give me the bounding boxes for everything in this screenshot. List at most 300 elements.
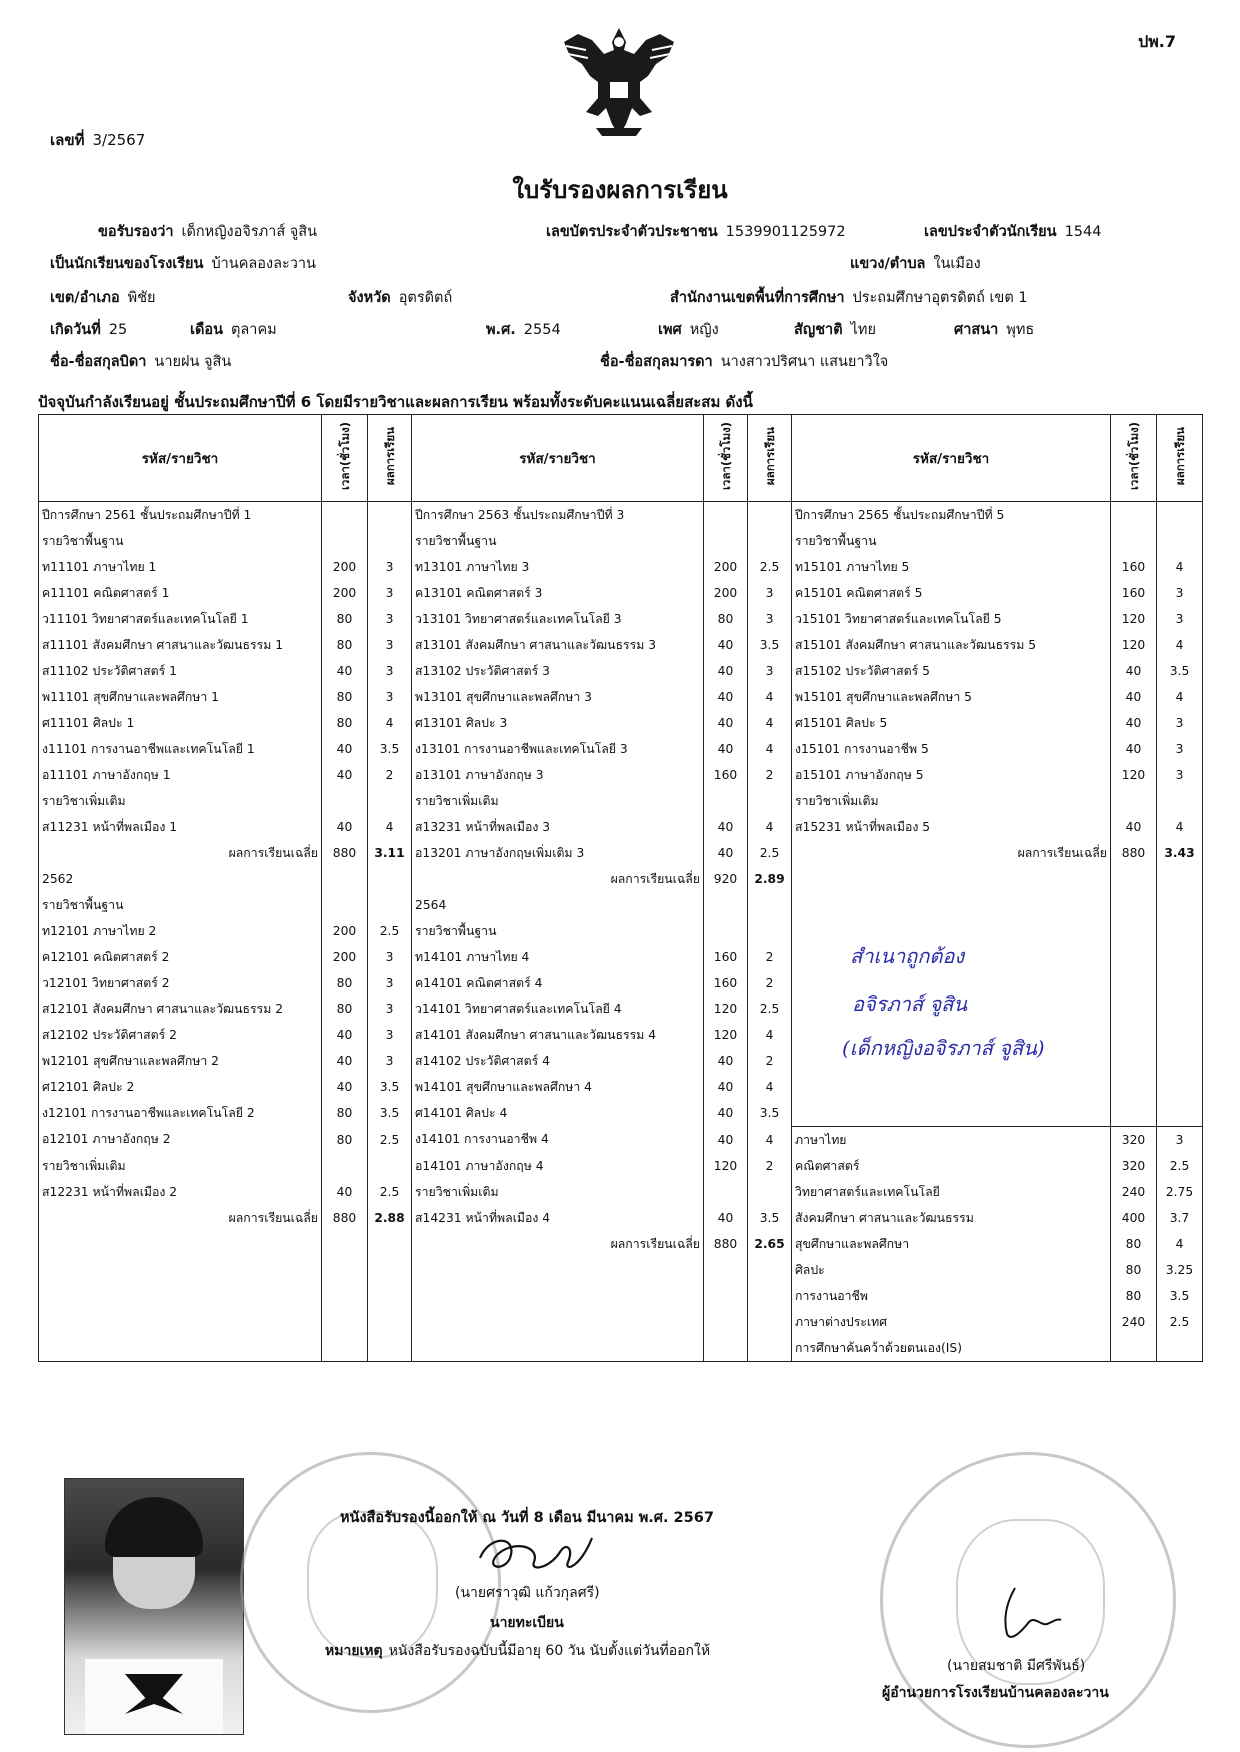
hours-cell bbox=[322, 1309, 368, 1335]
grade-cell: 3.5 bbox=[748, 1205, 792, 1231]
subject-cell: ปีการศึกษา 2565 ชั้นประถมศึกษาปีที่ 5 bbox=[792, 502, 1111, 529]
subject-cell: ศ14101 ศิลปะ 4 bbox=[412, 1100, 704, 1127]
grade-cell: 4 bbox=[1157, 1231, 1203, 1257]
validity-note: หมายเหตุ หนังสือรับรองฉบับนี้มีอายุ 60 วัน นับตั้งแต่วันที่ออกให้ bbox=[325, 1643, 711, 1659]
hours-cell: 80 bbox=[322, 970, 368, 996]
grade-cell: 2.5 bbox=[1157, 1309, 1203, 1335]
grade-cell bbox=[748, 502, 792, 529]
table-row bbox=[39, 528, 1203, 554]
handwritten-certified-copy: สำเนาถูกต้อง bbox=[850, 944, 965, 968]
hours-cell: 160 bbox=[704, 944, 748, 970]
subject-cell bbox=[39, 1309, 322, 1335]
grade-cell: 4 bbox=[748, 684, 792, 710]
table-row bbox=[39, 1074, 1203, 1100]
hours-cell bbox=[704, 918, 748, 944]
grade-cell: 2.75 bbox=[1157, 1179, 1203, 1205]
grade-cell bbox=[368, 1335, 412, 1362]
hours-cell: 40 bbox=[704, 658, 748, 684]
table-row bbox=[39, 1335, 1203, 1362]
grade-cell bbox=[1157, 528, 1203, 554]
hours-cell: 40 bbox=[322, 736, 368, 762]
subject-cell: อ14101 ภาษาอังกฤษ 4 bbox=[412, 1153, 704, 1179]
grade-cell: 3 bbox=[368, 580, 412, 606]
grade-cell: 3 bbox=[368, 606, 412, 632]
hours-cell: 880 bbox=[1111, 840, 1157, 866]
header-grade-1: ผลการเรียน bbox=[368, 415, 412, 502]
hours-cell bbox=[322, 866, 368, 892]
grade-cell: 3 bbox=[368, 1048, 412, 1074]
table-row bbox=[39, 1100, 1203, 1127]
hours-cell: 80 bbox=[1111, 1231, 1157, 1257]
hours-cell: 40 bbox=[704, 1100, 748, 1127]
table-row bbox=[39, 502, 1203, 529]
grade-cell: 3.11 bbox=[368, 840, 412, 866]
subject-cell: ว15101 วิทยาศาสตร์และเทคโนโลยี 5 bbox=[792, 606, 1111, 632]
grade-cell: 3 bbox=[368, 684, 412, 710]
subject-cell: ท14101 ภาษาไทย 4 bbox=[412, 944, 704, 970]
table-row bbox=[39, 944, 1203, 970]
subject-cell: ภาษาไทย bbox=[792, 1127, 1111, 1154]
subject-cell: อ13201 ภาษาอังกฤษเพิ่มเติม 3 bbox=[412, 840, 704, 866]
subject-cell: การงานอาชีพ bbox=[792, 1283, 1111, 1309]
subject-cell: รายวิชาพื้นฐาน bbox=[412, 528, 704, 554]
grade-cell bbox=[748, 1283, 792, 1309]
director-name: (นายสมชาติ มีศรีพันธ์) bbox=[947, 1658, 1086, 1674]
subject-cell: ส12231 หน้าที่พลเมือง 2 bbox=[39, 1179, 322, 1205]
subject-cell: รายวิชาเพิ่มเติม bbox=[39, 788, 322, 814]
hours-cell bbox=[322, 1231, 368, 1257]
grade-cell bbox=[368, 892, 412, 918]
subject-cell: ศิลปะ bbox=[792, 1257, 1111, 1283]
grade-cell: 3.25 bbox=[1157, 1257, 1203, 1283]
header-hours-2: เวลา(ชั่วโมง) bbox=[704, 415, 748, 502]
hours-cell bbox=[322, 1335, 368, 1362]
hours-cell bbox=[322, 892, 368, 918]
hours-cell: 120 bbox=[704, 1153, 748, 1179]
hours-cell: 40 bbox=[704, 840, 748, 866]
grade-cell bbox=[368, 788, 412, 814]
grade-cell bbox=[748, 1335, 792, 1362]
grade-cell: 3 bbox=[368, 970, 412, 996]
subject-cell: รายวิชาพื้นฐาน bbox=[39, 892, 322, 918]
subject-cell: ภาษาต่างประเทศ bbox=[792, 1309, 1111, 1335]
subject-cell: รายวิชาเพิ่มเติม bbox=[412, 788, 704, 814]
grade-cell: 2.89 bbox=[748, 866, 792, 892]
hours-cell bbox=[704, 1283, 748, 1309]
hours-cell: 40 bbox=[1111, 710, 1157, 736]
table-row bbox=[39, 1127, 1203, 1154]
hours-cell bbox=[704, 1179, 748, 1205]
grade-cell bbox=[1157, 1335, 1203, 1362]
subject-cell: ปีการศึกษา 2563 ชั้นประถมศึกษาปีที่ 3 bbox=[412, 502, 704, 529]
header-subject-3: รหัส/รายวิชา bbox=[792, 415, 1111, 502]
hours-cell: 880 bbox=[322, 840, 368, 866]
table-row bbox=[39, 892, 1203, 918]
hours-cell bbox=[1111, 944, 1157, 970]
header-grade-3: ผลการเรียน bbox=[1157, 415, 1203, 502]
subject-cell: ว12101 วิทยาศาสตร์ 2 bbox=[39, 970, 322, 996]
grade-cell: 2.65 bbox=[748, 1231, 792, 1257]
student-no-row: เลขประจำตัวนักเรียน 1544 bbox=[924, 224, 1102, 240]
subject-cell: ผลการเรียนเฉลี่ย bbox=[792, 840, 1111, 866]
grade-cell: 2.88 bbox=[368, 1205, 412, 1231]
hours-cell: 80 bbox=[322, 710, 368, 736]
subject-cell bbox=[39, 1257, 322, 1283]
table-row bbox=[39, 1283, 1203, 1309]
table-row bbox=[39, 918, 1203, 944]
subject-cell bbox=[792, 1100, 1111, 1127]
header-subject-2: รหัส/รายวิชา bbox=[412, 415, 704, 502]
subject-cell: ผลการเรียนเฉลี่ย bbox=[39, 840, 322, 866]
subject-cell: พ12101 สุขศึกษาและพลศึกษา 2 bbox=[39, 1048, 322, 1074]
grade-cell: 3 bbox=[368, 1022, 412, 1048]
hours-cell: 80 bbox=[322, 1100, 368, 1127]
grade-cell bbox=[748, 1257, 792, 1283]
subject-cell: ค12101 คณิตศาสตร์ 2 bbox=[39, 944, 322, 970]
subject-cell bbox=[412, 1335, 704, 1362]
grade-cell: 2 bbox=[368, 762, 412, 788]
subject-cell: ผลการเรียนเฉลี่ย bbox=[412, 1231, 704, 1257]
subject-cell: ส14231 หน้าที่พลเมือง 4 bbox=[412, 1205, 704, 1231]
subject-cell: พ14101 สุขศึกษาและพลศึกษา 4 bbox=[412, 1074, 704, 1100]
hours-cell bbox=[704, 1309, 748, 1335]
hours-cell: 40 bbox=[322, 658, 368, 684]
hours-cell: 120 bbox=[1111, 632, 1157, 658]
subject-cell: รายวิชาพื้นฐาน bbox=[792, 528, 1111, 554]
hours-cell: 80 bbox=[322, 632, 368, 658]
subject-cell: ส11102 ประวัติศาสตร์ 1 bbox=[39, 658, 322, 684]
grade-cell: 2.5 bbox=[748, 996, 792, 1022]
birth-month-row: เดือน ตุลาคม bbox=[190, 322, 277, 338]
grade-cell: 4 bbox=[1157, 814, 1203, 840]
table-row bbox=[39, 554, 1203, 580]
hours-cell: 400 bbox=[1111, 1205, 1157, 1231]
grade-cell: 3.5 bbox=[368, 1074, 412, 1100]
grade-cell: 3.5 bbox=[1157, 1283, 1203, 1309]
subject-cell: รายวิชาพื้นฐาน bbox=[39, 528, 322, 554]
grade-cell bbox=[1157, 1074, 1203, 1100]
table-row bbox=[39, 606, 1203, 632]
hours-cell: 160 bbox=[1111, 580, 1157, 606]
subject-cell: ส14102 ประวัติศาสตร์ 4 bbox=[412, 1048, 704, 1074]
subject-cell: ผลการเรียนเฉลี่ย bbox=[412, 866, 704, 892]
grade-cell: 3 bbox=[368, 944, 412, 970]
hours-cell: 320 bbox=[1111, 1153, 1157, 1179]
grade-cell: 3 bbox=[1157, 606, 1203, 632]
hours-cell bbox=[1111, 1335, 1157, 1362]
grade-cell: 2 bbox=[748, 762, 792, 788]
hours-cell bbox=[322, 1283, 368, 1309]
subject-cell: ง12101 การงานอาชีพและเทคโนโลยี 2 bbox=[39, 1100, 322, 1127]
subject-cell: ค14101 คณิตศาสตร์ 4 bbox=[412, 970, 704, 996]
hours-cell: 40 bbox=[322, 762, 368, 788]
hours-cell: 80 bbox=[322, 996, 368, 1022]
table-row bbox=[39, 1153, 1203, 1179]
hours-cell: 120 bbox=[704, 1022, 748, 1048]
grade-cell: 2.5 bbox=[368, 1127, 412, 1154]
document-title: ใบรับรองผลการเรียน bbox=[512, 176, 728, 204]
id-card-row: เลขบัตรประจำตัวประชาชน 1539901125972 bbox=[546, 224, 846, 240]
hours-cell: 80 bbox=[322, 1127, 368, 1154]
subject-cell: 2562 bbox=[39, 866, 322, 892]
hours-cell: 200 bbox=[322, 554, 368, 580]
hours-cell bbox=[704, 502, 748, 529]
hours-cell: 160 bbox=[704, 970, 748, 996]
school-row: เป็นนักเรียนของโรงเรียน บ้านคลองละวาน bbox=[50, 256, 316, 272]
grade-cell bbox=[748, 1179, 792, 1205]
hours-cell: 160 bbox=[704, 762, 748, 788]
table-row bbox=[39, 1231, 1203, 1257]
subject-cell: รายวิชาพื้นฐาน bbox=[412, 918, 704, 944]
grade-cell: 3 bbox=[1157, 580, 1203, 606]
subject-cell: ส15231 หน้าที่พลเมือง 5 bbox=[792, 814, 1111, 840]
hours-cell: 200 bbox=[322, 918, 368, 944]
hours-cell bbox=[322, 1257, 368, 1283]
subject-cell: ส11101 สังคมศึกษา ศาสนาและวัฒนธรรม 1 bbox=[39, 632, 322, 658]
table-row bbox=[39, 866, 1203, 892]
table-row bbox=[39, 580, 1203, 606]
hours-cell bbox=[1111, 1100, 1157, 1127]
grade-cell: 3 bbox=[1157, 762, 1203, 788]
subject-cell: รายวิชาเพิ่มเติม bbox=[412, 1179, 704, 1205]
table-row bbox=[39, 710, 1203, 736]
hours-cell bbox=[1111, 528, 1157, 554]
hours-cell: 200 bbox=[704, 580, 748, 606]
grade-cell bbox=[748, 1309, 792, 1335]
grade-cell: 2.5 bbox=[748, 840, 792, 866]
subject-cell bbox=[792, 866, 1111, 892]
grade-cell: 2.5 bbox=[748, 554, 792, 580]
grade-cell bbox=[368, 1283, 412, 1309]
hours-cell: 40 bbox=[322, 814, 368, 840]
grade-cell bbox=[368, 866, 412, 892]
document-number: เลขที่ 3/2567 bbox=[50, 131, 146, 149]
hours-cell: 240 bbox=[1111, 1179, 1157, 1205]
hours-cell: 920 bbox=[704, 866, 748, 892]
grade-cell: 2.5 bbox=[1157, 1153, 1203, 1179]
hours-cell: 80 bbox=[1111, 1283, 1157, 1309]
grade-cell: 4 bbox=[368, 710, 412, 736]
hours-cell bbox=[322, 528, 368, 554]
grade-cell: 2 bbox=[748, 1153, 792, 1179]
religion-row: ศาสนา พุทธ bbox=[954, 322, 1035, 338]
grade-cell: 2.5 bbox=[368, 1179, 412, 1205]
grade-cell: 2 bbox=[748, 970, 792, 996]
director-title: ผู้อำนวยการโรงเรียนบ้านคลองละวาน bbox=[882, 1685, 1109, 1701]
registrar-signature bbox=[470, 1528, 600, 1582]
hours-cell: 80 bbox=[322, 606, 368, 632]
grade-cell: 4 bbox=[748, 710, 792, 736]
grade-cell: 3 bbox=[748, 658, 792, 684]
subject-cell: การศึกษาค้นคว้าด้วยตนเอง(IS) bbox=[792, 1335, 1111, 1362]
subject-cell: ท12101 ภาษาไทย 2 bbox=[39, 918, 322, 944]
hours-cell: 40 bbox=[704, 1048, 748, 1074]
issue-date-statement: หนังสือรับรองนี้ออกให้ ณ วันที่ 8 เดือน มีนาคม พ.ศ. 2567 bbox=[340, 1510, 714, 1526]
grade-cell bbox=[1157, 866, 1203, 892]
subdistrict-row: แขวง/ตำบล ในเมือง bbox=[850, 256, 981, 272]
subject-cell: ส15101 สังคมศึกษา ศาสนาและวัฒนธรรม 5 bbox=[792, 632, 1111, 658]
grade-cell: 4 bbox=[1157, 632, 1203, 658]
hours-cell: 40 bbox=[704, 632, 748, 658]
garuda-emblem bbox=[556, 20, 682, 142]
subject-cell: ศ15101 ศิลปะ 5 bbox=[792, 710, 1111, 736]
grade-cell: 4 bbox=[748, 1022, 792, 1048]
grade-cell: 3 bbox=[368, 632, 412, 658]
grade-cell bbox=[1157, 1048, 1203, 1074]
subject-cell: ส14101 สังคมศึกษา ศาสนาและวัฒนธรรม 4 bbox=[412, 1022, 704, 1048]
hours-cell: 40 bbox=[1111, 814, 1157, 840]
hours-cell: 40 bbox=[1111, 658, 1157, 684]
subject-cell: พ11101 สุขศึกษาและพลศึกษา 1 bbox=[39, 684, 322, 710]
subject-cell: ว14101 วิทยาศาสตร์และเทคโนโลยี 4 bbox=[412, 996, 704, 1022]
hours-cell bbox=[322, 1153, 368, 1179]
table-header-row bbox=[39, 415, 1203, 502]
grade-cell: 3.5 bbox=[368, 736, 412, 762]
subject-cell: ศ13101 ศิลปะ 3 bbox=[412, 710, 704, 736]
grades-table bbox=[38, 414, 1203, 1362]
hours-cell bbox=[704, 1335, 748, 1362]
subject-cell: ค13101 คณิตศาสตร์ 3 bbox=[412, 580, 704, 606]
birth-day-row: เกิดวันที่ 25 bbox=[50, 322, 128, 338]
subject-cell bbox=[39, 1335, 322, 1362]
grade-cell: 4 bbox=[368, 814, 412, 840]
grade-cell bbox=[1157, 944, 1203, 970]
intro-statement: ปัจจุบันกำลังเรียนอยู่ ชั้นประถมศึกษาปีที่ 6 โดยมีรายวิชาและผลการเรียน พร้อมทั้งระดับคะแนนเฉลี่ยสะสม ดังนี้ bbox=[38, 393, 753, 411]
subject-cell: ว13101 วิทยาศาสตร์และเทคโนโลยี 3 bbox=[412, 606, 704, 632]
subject-cell: พ15101 สุขศึกษาและพลศึกษา 5 bbox=[792, 684, 1111, 710]
grade-cell: 2 bbox=[748, 944, 792, 970]
subject-cell: รายวิชาเพิ่มเติม bbox=[39, 1153, 322, 1179]
hours-cell bbox=[322, 788, 368, 814]
subject-cell: 2564 bbox=[412, 892, 704, 918]
grade-cell: 3 bbox=[748, 580, 792, 606]
grade-cell: 2.5 bbox=[368, 918, 412, 944]
grade-cell bbox=[748, 788, 792, 814]
hours-cell: 40 bbox=[704, 814, 748, 840]
header-hours-3: เวลา(ชั่วโมง) bbox=[1111, 415, 1157, 502]
mother-row: ชื่อ-ชื่อสกุลมารดา นางสาวปริศนา แสนยาวิใจ bbox=[600, 354, 889, 370]
hours-cell: 200 bbox=[704, 554, 748, 580]
grade-cell: 3 bbox=[1157, 736, 1203, 762]
hours-cell: 40 bbox=[704, 684, 748, 710]
hours-cell: 80 bbox=[704, 606, 748, 632]
table-row bbox=[39, 632, 1203, 658]
hours-cell: 80 bbox=[1111, 1257, 1157, 1283]
subject-cell: อ13101 ภาษาอังกฤษ 3 bbox=[412, 762, 704, 788]
grade-cell: 4 bbox=[1157, 554, 1203, 580]
hours-cell bbox=[704, 892, 748, 918]
table-row bbox=[39, 788, 1203, 814]
hours-cell bbox=[704, 1257, 748, 1283]
grade-cell bbox=[1157, 918, 1203, 944]
handwritten-full-name: (เด็กหญิงอจิรภาส์ จูสิน) bbox=[842, 1036, 1045, 1060]
grade-cell: 3 bbox=[1157, 710, 1203, 736]
subject-cell: รายวิชาเพิ่มเติม bbox=[792, 788, 1111, 814]
subject-cell: สังคมศึกษา ศาสนาและวัฒนธรรม bbox=[792, 1205, 1111, 1231]
hours-cell: 40 bbox=[704, 1074, 748, 1100]
grade-cell bbox=[368, 1153, 412, 1179]
subject-cell: อ11101 ภาษาอังกฤษ 1 bbox=[39, 762, 322, 788]
table-row bbox=[39, 736, 1203, 762]
subject-cell: ท13101 ภาษาไทย 3 bbox=[412, 554, 704, 580]
grade-cell: 3 bbox=[368, 658, 412, 684]
hours-cell bbox=[322, 502, 368, 529]
subject-cell: อ15101 ภาษาอังกฤษ 5 bbox=[792, 762, 1111, 788]
birth-year-row: พ.ศ. 2554 bbox=[486, 322, 561, 338]
grade-cell: 3.7 bbox=[1157, 1205, 1203, 1231]
subject-cell: ส13101 สังคมศึกษา ศาสนาและวัฒนธรรม 3 bbox=[412, 632, 704, 658]
hours-cell: 40 bbox=[704, 736, 748, 762]
grade-cell: 4 bbox=[1157, 684, 1203, 710]
table-row bbox=[39, 1179, 1203, 1205]
hours-cell: 200 bbox=[322, 944, 368, 970]
subject-cell bbox=[39, 1283, 322, 1309]
hours-cell: 120 bbox=[1111, 762, 1157, 788]
table-row bbox=[39, 840, 1203, 866]
grade-cell: 3 bbox=[368, 554, 412, 580]
hours-cell: 120 bbox=[704, 996, 748, 1022]
grade-cell: 3.5 bbox=[748, 1100, 792, 1127]
subject-cell: ง14101 การงานอาชีพ 4 bbox=[412, 1127, 704, 1154]
header-subject-1: รหัส/รายวิชา bbox=[39, 415, 322, 502]
hours-cell: 40 bbox=[1111, 684, 1157, 710]
subject-cell bbox=[412, 1283, 704, 1309]
grade-cell bbox=[1157, 970, 1203, 996]
hours-cell bbox=[1111, 502, 1157, 529]
subject-cell: ศ12101 ศิลปะ 2 bbox=[39, 1074, 322, 1100]
student-name-row: ขอรับรองว่า เด็กหญิงอจิรภาส์ จูสิน bbox=[98, 224, 318, 240]
hours-cell bbox=[1111, 1048, 1157, 1074]
hours-cell: 40 bbox=[322, 1048, 368, 1074]
subject-cell bbox=[412, 1257, 704, 1283]
form-code: ปพ.7 bbox=[1138, 32, 1176, 51]
subject-cell: ส12101 สังคมศึกษา ศาสนาและวัฒนธรรม 2 bbox=[39, 996, 322, 1022]
grade-cell: 3.43 bbox=[1157, 840, 1203, 866]
subject-cell: ศ11101 ศิลปะ 1 bbox=[39, 710, 322, 736]
table-row bbox=[39, 996, 1203, 1022]
sex-row: เพศ หญิง bbox=[658, 322, 719, 338]
father-row: ชื่อ-ชื่อสกุลบิดา นายฝน จูสิน bbox=[50, 354, 232, 370]
hours-cell: 40 bbox=[1111, 736, 1157, 762]
subject-cell bbox=[792, 892, 1111, 918]
subject-cell bbox=[792, 1074, 1111, 1100]
table-row bbox=[39, 814, 1203, 840]
subject-cell: วิทยาศาสตร์และเทคโนโลยี bbox=[792, 1179, 1111, 1205]
subject-cell: สุขศึกษาและพลศึกษา bbox=[792, 1231, 1111, 1257]
hours-cell bbox=[1111, 892, 1157, 918]
grade-cell: 3 bbox=[368, 996, 412, 1022]
hours-cell: 200 bbox=[322, 580, 368, 606]
grade-cell: 3 bbox=[1157, 1127, 1203, 1154]
hours-cell: 320 bbox=[1111, 1127, 1157, 1154]
office-row: สำนักงานเขตพื้นที่การศึกษา ประถมศึกษาอุตรดิตถ์ เขต 1 bbox=[670, 290, 1028, 306]
subject-cell: ง15101 การงานอาชีพ 5 bbox=[792, 736, 1111, 762]
hours-cell: 40 bbox=[704, 1127, 748, 1154]
table-row bbox=[39, 684, 1203, 710]
subject-cell: ท11101 ภาษาไทย 1 bbox=[39, 554, 322, 580]
grade-cell bbox=[748, 918, 792, 944]
hours-cell bbox=[1111, 866, 1157, 892]
hours-cell: 40 bbox=[322, 1074, 368, 1100]
subject-cell bbox=[39, 1231, 322, 1257]
grade-cell bbox=[1157, 892, 1203, 918]
grade-cell bbox=[1157, 788, 1203, 814]
grade-cell bbox=[368, 1257, 412, 1283]
subject-cell: ผลการเรียนเฉลี่ย bbox=[39, 1205, 322, 1231]
hours-cell bbox=[1111, 970, 1157, 996]
hours-cell: 40 bbox=[704, 710, 748, 736]
hours-cell: 40 bbox=[322, 1022, 368, 1048]
